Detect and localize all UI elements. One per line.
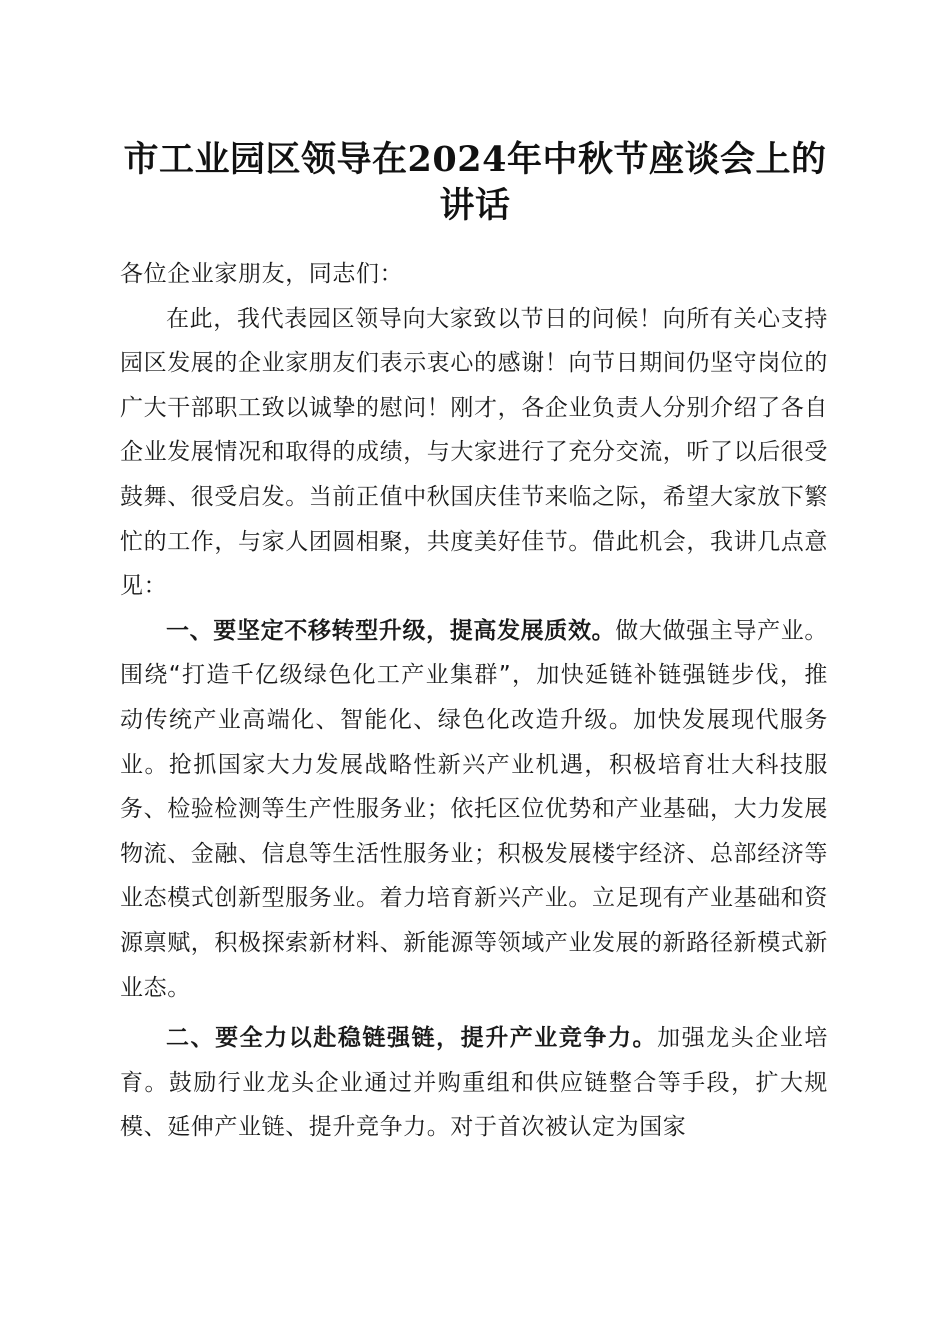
paragraph-intro: 在此，我代表园区领导向大家致以节日的问候！向所有关心支持园区发展的企业家朋友们表示衷心的感谢！向节日期间仍坚守岗位的广大干部职工致以诚挚的慰问！刚才，各企业负责人分别介绍了各自企业发展情况和取得的成绩，与大家进行了充分交流，听了以后很受鼓舞、很受启发。当前正值中秋国庆佳节来临之际，希望大家放下繁忙的工作，与家人团圆相聚，共度美好佳节。借此机会，我讲几点意见： [120,305,828,600]
document-title [118,137,832,229]
title-line-1: 市工业园区领导在2024年中秋节座谈会上的 [123,139,827,180]
document-body [120,252,828,1150]
title-line-2: 讲话 [439,185,511,226]
section-2-heading: 二、要全力以赴稳链强链，提升产业竞争力。 [166,1025,658,1052]
section-1-text: 做大做强主导产业。围绕“打造千亿级绿色化工产业集群”，加快延链补链强链步伐，推动传统产业高端化、智能化、绿色化改造升级。加快发展现代服务业。抢抓国家大力发展战略性新兴产业机遇，积极培育壮大科技服务、检验检测等生产性服务业；依托区位优势和产业基础，大力发展物流、金融、信息等生活性服务业；积极发展楼宇经济、总部经济等业态模式创新型服务业。着力培育新兴产业。立足现有产业基础和资源禀赋，积极探索新材料、新能源等领域产业发展的新路径新模式新业态。 [120,617,829,1001]
paragraph-section-2 [120,1016,828,1150]
section-1-heading: 一、要坚定不移转型升级，提高发展质效。 [166,617,616,644]
salutation: 各位企业家朋友，同志们： [120,261,404,287]
paragraph-section-1 [120,609,828,1010]
section-2-text: 加强龙头企业培育。鼓励行业龙头企业通过并购重组和供应链整合等手段，扩大规模、延伸产业链、提升竞争力。对于首次被认定为国家 [120,1025,829,1141]
